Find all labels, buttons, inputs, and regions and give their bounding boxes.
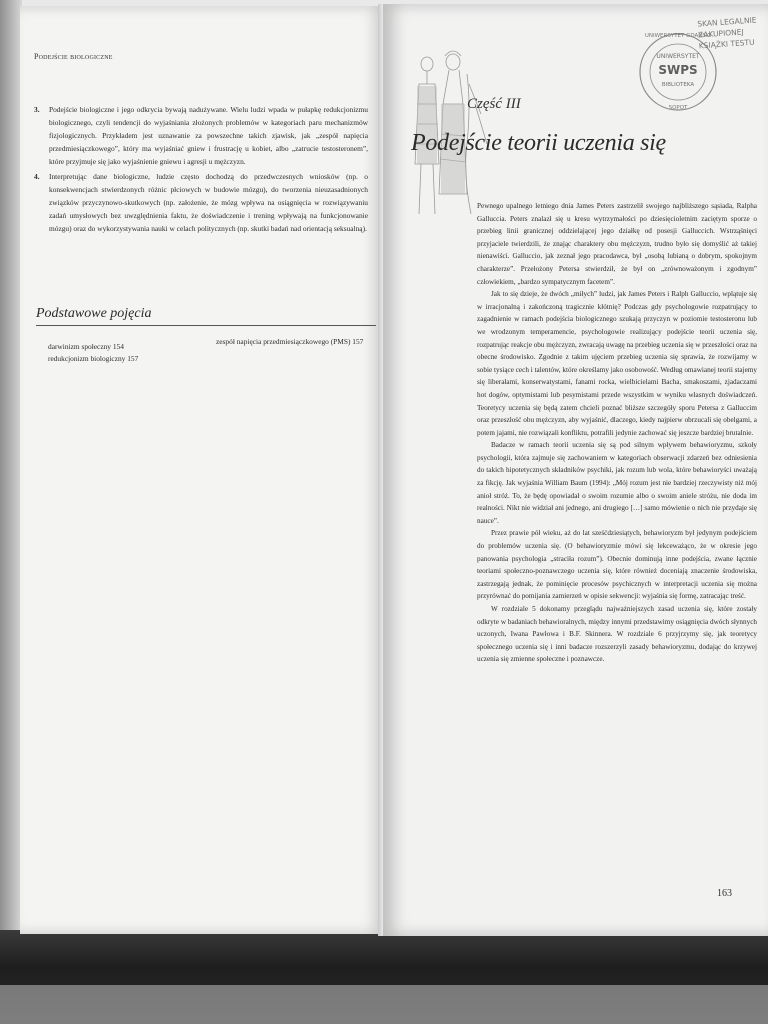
part-title: Podejście teorii uczenia się: [411, 130, 666, 156]
concept-entry: zespół napięcia przedmiesiączkowego (PMS) 157: [216, 337, 364, 346]
concept-entry: redukcjonizm biologiczny 157: [48, 354, 139, 363]
scan-left-edge: [0, 0, 22, 940]
stamp-text: UNIWERSYTET GDAŃSKI: [644, 33, 712, 39]
right-page: [383, 4, 768, 936]
list-number: 3.: [34, 105, 40, 114]
part-label: Część III: [467, 96, 521, 112]
concepts-heading: Podstawowe pojęcia: [36, 306, 152, 321]
concepts-column-left: [48, 341, 138, 365]
body-text: [477, 200, 757, 666]
left-page: [20, 6, 383, 934]
stamp-text: BIBLIOTEKA: [661, 82, 695, 88]
paragraph: W rozdziale 5 dokonamy przeglądu najważniejszych zasad uczenia się, które zostały odkryte w badaniach behawioralnych, między innymi przedstawimy osiągnięcia dwóch słynnych uczonych, Iwana Pawłowa i B.F. Skinnera. W rozdziale 6 przyjrzymy się, jak teoretycy społecznego uczenia się i inni badacze rozszerzyli zasady behawioryzmu, dodając do krzywej uczenia się zmienne społeczne i poznawcze.: [477, 605, 757, 664]
list-number: 4.: [34, 172, 40, 181]
concept-entry: darwinizm społeczny 154: [48, 342, 124, 351]
numbered-list: [34, 103, 368, 237]
handwritten-note: SKAN LEGALNIE ZAKUPIONEJ KSIĄŻKI TESTU: [697, 15, 757, 51]
list-item: [34, 103, 368, 168]
running-head: Podejście biologiczne: [34, 52, 113, 61]
concepts-column-right: [216, 336, 363, 348]
stamp-text: UNIWERSYTET: [656, 53, 700, 60]
page-number: 163: [717, 888, 732, 899]
scanner-glare: [0, 985, 768, 1024]
list-text: Interpretując dane biologiczne, ludzie często dochodzą do przedwczesnych wniosków (np. o konsekwencjach stwierdzonych różnic płciowych w budowie mózgu), do tworzenia nieuzasadnionych związków przyczynowo-skutkowych (np. założenie, że mózg wpływa na osiągnięcia w rozwiązywaniu zadań umysłowych bez uwzględnienia faktu, że doświadczenie i trening wpływają na funkcjonowanie mózgu) oraz do wykorzystywania nauki w celach politycznych (np. skutki badań nad orientacją seksualną).: [49, 172, 368, 233]
list-item: [34, 170, 368, 235]
paragraph: Badacze w ramach teorii uczenia się są pod silnym wpływem behawioryzmu, szkoły psychologii, która zajmuje się zachowaniem w kategoriach obserwacji zdarzeń bez odniesienia do takich hipotetycznych składników psychiki, jak rozum lub wola, które behawioryści uważają za fikcję. Jak wyjaśnia William Baum (1994): „Mój rozum jest nie bardziej rzeczywisty niż mój anioł stróż. To, że będę opowiadał o swoim rozumie albo o swoim aniele stróżu, nie doda im realności. Nikt nie widział ani jednego, ani drugiego […] samo mówienie o nich nie przydaje się nauce”.: [477, 441, 757, 525]
list-text: Podejście biologiczne i jego odkrycia bywają nadużywane. Wielu ludzi wpada w pułapkę redukcjonizmu biologicznego, czyli tendencji do wyjaśniania złożonych problemów w kategoriach paru mechanizmów fizjologicznych. Przykładem jest uznawanie za powszechne takich zjawisk, jak „zespół napięcia przedmiesiączkowego”, który ma wyjaśniać gniew i frustrację u kobiet, albo „zatrucie testosteronem”, które przyjmuje się jako wyjaśnienie gniewu i agresji u mężczyzn.: [49, 105, 368, 166]
paragraph: Pewnego upalnego letniego dnia James Peters zastrzelił swojego najbliższego sąsiada, Ralpha Galluccia. Peters znalazł się u kresu wytrzymałości po dziesięcioletnim zaciętym sporze o przebieg linii granicznej oddzielającej jego działkę od posesji Galluccich. Wstrząśnięci przyjaciele twierdzili, że znając charaktery obu mężczyzn, trudno było się domyślić aż takiej nienawiści. Galluccio, jak zeznał jego pracodawca, był „osobą lubianą o dobrym, spokojnym charakterze”. Przełożony Petersa stwierdził, że był on „zrównoważonym i zgodnym” człowiekiem, „bardzo sympatycznym facetem”.: [477, 202, 757, 286]
paragraph: Jak to się dzieje, że dwóch „miłych” ludzi, jak James Peters i Ralph Galluccio, wplątuje się w irracjonalną i zakończoną tragicznie kłótnię? Podczas gdy psychologowie rozpatrujący to zagadnienie w ramach podejścia biologicznego szukają przyczyn w poziomie testosteronu lub we wrodzonym temperamencie, psychologowie realizujący podejście teorii uczenia się, rozpatrując reakcje obu mężczyzn, zwracają uwagę na przebieg uczenia się w przeszłości oraz na obecne środowisko. Zgodnie z takim ujęciem przebieg uczenia się sprawia, że rozwijamy w sobie tysiące cech i talentów, które określamy jako osobowość. Według omawianej teorii stajemy się liberałami, konserwatystami, fanami rocka, wielbicielami Bacha, smakoszami, zjadaczami hot dogów, optymistami lub pesymistami przede wszystkim w wyniku własnych doświadczeń. Teoretycy uczenia się będą zatem chcieli poznać bliższe szczegóły sporu Petersa z Galluccim oraz przeszłość obu mężczyzn, aby wyjaśnić, dlaczego, kiedy najpierw obrzucali się obelgami, a potem jajami, nie rozwiązali konfliktu, potrafili jedynie zachować się jeszcze bardziej brutalnie.: [477, 290, 757, 437]
stamp-text: SOPOT: [668, 105, 688, 111]
heading-rule: [36, 325, 376, 326]
paragraph: Przez prawie pół wieku, aż do lat sześćdziesiątych, behawioryzm był jedynym podejściem do problemów uczenia się. (O behawioryzmie mówi się lekceważąco, że w okresie jego panowania psychologia „straciła rozum”). Obecnie dominują inne podejścia, zwane łącznie teoriami społeczno-poznawczego uczenia się, które również doceniają znaczenie środowiska, zastrzegają jednak, że pominięcie procesów psychicznych w interpretacji uczenia się można przyrównać do pomijania zamierzeń w opisie sekwencji: wyjaśnia się formę, zatracając treść.: [477, 529, 757, 601]
stamp-text: SWPS: [658, 63, 698, 77]
